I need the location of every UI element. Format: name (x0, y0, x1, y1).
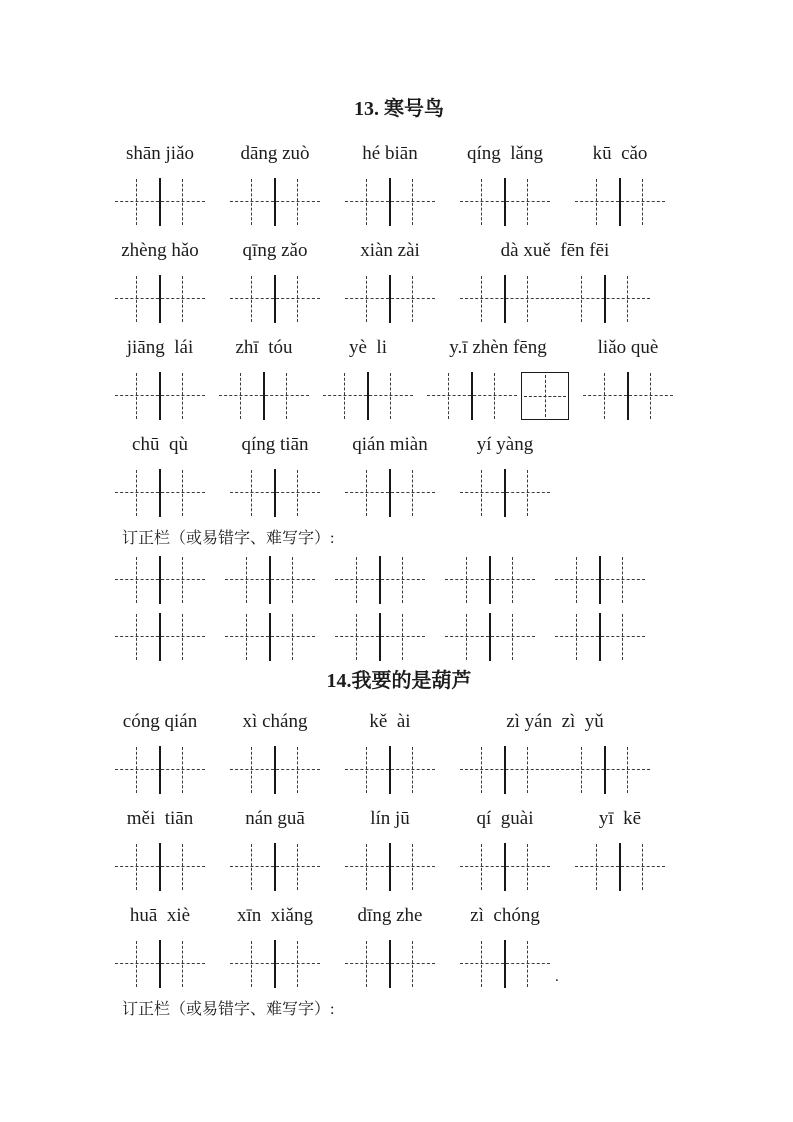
grid-line (274, 469, 276, 517)
grid-line (650, 373, 651, 419)
grid-line (389, 469, 391, 517)
word-block (115, 805, 205, 893)
grid-line (527, 941, 528, 987)
grid-line (269, 556, 271, 604)
word-block (230, 237, 320, 325)
word-row (115, 805, 683, 893)
grid-line (481, 179, 482, 225)
pinyin-label: qí guài (476, 808, 534, 829)
grid-line (366, 844, 367, 890)
word-block (345, 140, 435, 228)
grid-line (599, 613, 601, 661)
grid-line (481, 941, 482, 987)
word-block (460, 237, 650, 325)
grid-line (627, 747, 628, 793)
writing-grid-2cell (115, 176, 205, 228)
writing-grid-2cell (575, 176, 665, 228)
grid-line (136, 557, 137, 603)
grid-line (182, 844, 183, 890)
grid-line (504, 843, 506, 891)
pinyin-label: nán guā (245, 808, 305, 829)
grid-line (412, 179, 413, 225)
grid-line (642, 844, 643, 890)
word-row (115, 334, 683, 422)
lesson-title: 13. 寒号鸟 (354, 98, 444, 120)
grid-line (297, 179, 298, 225)
grid-line (159, 275, 161, 323)
grid-line (251, 470, 252, 516)
grid-line (136, 614, 137, 660)
word-block (460, 140, 550, 228)
pinyin-label: zhèng hǎo (121, 240, 199, 261)
grid-line (494, 373, 495, 419)
grid-line (389, 178, 391, 226)
writing-grid-2cell (115, 370, 205, 422)
grid-line (159, 746, 161, 794)
grid-line (240, 373, 241, 419)
writing-grid-2cell (230, 841, 320, 893)
writing-grid-2cell-with-box (427, 370, 569, 422)
word-block (230, 805, 320, 893)
writing-grid-2cell (345, 841, 435, 893)
writing-grid-2cell (225, 554, 315, 606)
pinyin-label: jiāng lái (126, 337, 194, 358)
pinyin-label: yí yàng (476, 434, 534, 455)
grid-line (448, 373, 449, 419)
grid-line (246, 614, 247, 660)
grid-line (512, 614, 513, 660)
pinyin-label: zì yán zì yǔ (506, 711, 604, 732)
writing-grid-2cell (230, 467, 320, 519)
grid-line (136, 844, 137, 890)
grid-line (527, 844, 528, 890)
writing-grid-2cell (115, 611, 205, 663)
lesson-section (115, 668, 683, 1021)
writing-grid-2cell (323, 370, 413, 422)
pinyin-label: y.ī zhèn fēng (449, 337, 547, 358)
word-block (115, 237, 205, 325)
grid-line (182, 179, 183, 225)
grid-line (251, 844, 252, 890)
grid-line (274, 746, 276, 794)
grid-line (489, 613, 491, 661)
grid-line (136, 373, 137, 419)
writing-grid-2cell (115, 554, 205, 606)
word-block (345, 805, 435, 893)
grid-line (136, 747, 137, 793)
grid-line (504, 746, 506, 794)
pinyin-label: qíng lǎng (467, 143, 543, 164)
pinyin-label: hé biān (362, 143, 418, 164)
grid-line (581, 747, 582, 793)
grid-line (182, 941, 183, 987)
pinyin-label: qíng tiān (241, 434, 309, 455)
grid-line (182, 557, 183, 603)
grid-line (159, 469, 161, 517)
grid-line (599, 556, 601, 604)
grid-line (159, 178, 161, 226)
grid-line (159, 556, 161, 604)
stray-mark: . (555, 969, 559, 985)
grid-line (412, 747, 413, 793)
grid-line (292, 614, 293, 660)
writing-grid-2cell (583, 370, 673, 422)
writing-grid-2cell (225, 611, 315, 663)
grid-line (471, 372, 473, 420)
word-block (460, 431, 550, 519)
word-block (345, 902, 435, 990)
grid-line (466, 557, 467, 603)
writing-grid-2cell (445, 611, 535, 663)
grid-line (159, 613, 161, 661)
grid-line (389, 275, 391, 323)
writing-grid-2cell (575, 841, 665, 893)
grid-line (263, 372, 265, 420)
pinyin-label: shān jiǎo (125, 143, 195, 164)
writing-grid-2cell (335, 554, 425, 606)
writing-grid-2cell (345, 273, 435, 325)
pinyin-label: yī kē (598, 808, 642, 829)
writing-grid-2cell (427, 370, 517, 422)
grid-line (596, 844, 597, 890)
grid-line (356, 614, 357, 660)
grid-line (269, 613, 271, 661)
grid-line (136, 941, 137, 987)
grid-line (389, 746, 391, 794)
grid-line (619, 178, 621, 226)
grid-line (481, 470, 482, 516)
grid-line (297, 747, 298, 793)
grid-line (481, 276, 482, 322)
pinyin-label: cóng qián (122, 711, 198, 732)
grid-line (412, 941, 413, 987)
writing-grid-2cell (555, 554, 645, 606)
grid-line (344, 373, 345, 419)
writing-grid-2cell (345, 744, 435, 796)
writing-grid-2cell (345, 467, 435, 519)
word-block (230, 902, 320, 990)
word-block (115, 708, 205, 796)
word-block (230, 708, 320, 796)
grid-line (366, 276, 367, 322)
grid-line (412, 844, 413, 890)
grid-line (604, 746, 606, 794)
writing-grid-2cell (460, 938, 550, 990)
pinyin-label: chū qù (132, 434, 188, 455)
grid-line (251, 941, 252, 987)
grid-line (136, 276, 137, 322)
correction-grid-row (115, 611, 683, 663)
grid-line (379, 556, 381, 604)
word-block (115, 431, 205, 519)
writing-grid-2cell (115, 841, 205, 893)
word-row (115, 902, 683, 990)
grid-line (402, 557, 403, 603)
writing-grid-2cell (555, 611, 645, 663)
pinyin-label: huā xiè (129, 905, 191, 926)
word-block (115, 902, 205, 990)
grid-line (604, 275, 606, 323)
writing-grid-2cell (345, 938, 435, 990)
word-row (115, 708, 683, 796)
word-block (345, 237, 435, 325)
grid-line (481, 747, 482, 793)
grid-line (527, 179, 528, 225)
grid-line (527, 747, 528, 793)
grid-line (622, 557, 623, 603)
grid-line (182, 276, 183, 322)
grid-line (512, 557, 513, 603)
pinyin-label: kě ài (369, 711, 411, 732)
grid-line (622, 614, 623, 660)
grid-line (159, 940, 161, 988)
grid-line (274, 843, 276, 891)
lesson-section (115, 96, 683, 663)
grid-line (182, 470, 183, 516)
pinyin-label: yè li (349, 337, 387, 358)
writing-grid-2cell (445, 554, 535, 606)
pinyin-label: qián miàn (352, 434, 428, 455)
writing-grid-2cell (230, 938, 320, 990)
grid-line (627, 372, 629, 420)
grid-line (604, 373, 605, 419)
writing-grid-2cell (115, 744, 205, 796)
grid-line (297, 844, 298, 890)
grid-line (627, 276, 628, 322)
grid-line (274, 275, 276, 323)
boxed-character-cell (521, 372, 569, 420)
pinyin-label: kū cǎo (592, 143, 648, 164)
pinyin-label: xì cháng (242, 711, 308, 732)
word-row (115, 237, 683, 325)
pinyin-label: xīn xiǎng (237, 905, 313, 926)
grid-line (251, 179, 252, 225)
pinyin-label: liǎo què (597, 337, 659, 358)
word-block (219, 334, 309, 422)
grid-line (297, 470, 298, 516)
grid-line (524, 396, 566, 397)
writing-grid-2cell (115, 273, 205, 325)
grid-line (460, 769, 650, 770)
word-block (230, 140, 320, 228)
pinyin-label: měi tiān (126, 808, 194, 829)
grid-line (366, 941, 367, 987)
word-row (115, 431, 683, 519)
grid-line (619, 843, 621, 891)
correction-label: 订正栏（或易错字、难写字）: (122, 1001, 335, 1018)
writing-grid-2cell (219, 370, 309, 422)
writing-grid-2cell (335, 611, 425, 663)
grid-line (379, 613, 381, 661)
writing-grid-4cell (460, 273, 650, 325)
grid-line (367, 372, 369, 420)
writing-grid-2cell (230, 273, 320, 325)
grid-line (366, 179, 367, 225)
word-block (345, 431, 435, 519)
word-row (115, 140, 683, 228)
grid-line (390, 373, 391, 419)
grid-line (642, 179, 643, 225)
pinyin-label: xiàn zài (360, 240, 420, 261)
writing-grid-2cell (460, 176, 550, 228)
grid-line (182, 373, 183, 419)
word-block (575, 140, 665, 228)
word-block (323, 334, 413, 422)
word-block (115, 140, 205, 228)
grid-line (182, 614, 183, 660)
word-block (345, 708, 435, 796)
pinyin-label: dīng zhe (357, 905, 423, 926)
grid-line (504, 178, 506, 226)
grid-line (527, 276, 528, 322)
writing-grid-2cell (115, 467, 205, 519)
word-block (230, 431, 320, 519)
grid-line (402, 614, 403, 660)
writing-grid-4cell (460, 744, 650, 796)
grid-line (489, 556, 491, 604)
grid-line (460, 298, 650, 299)
grid-line (481, 844, 482, 890)
word-block (583, 334, 673, 422)
word-block (460, 902, 550, 990)
writing-grid-2cell (230, 176, 320, 228)
grid-line (159, 372, 161, 420)
grid-line (389, 940, 391, 988)
grid-line (246, 557, 247, 603)
word-block (575, 805, 665, 893)
grid-line (274, 178, 276, 226)
grid-line (136, 470, 137, 516)
word-block (460, 805, 550, 893)
lesson-title: 14.我要的是葫芦 (326, 670, 472, 692)
pinyin-label: zì chóng (470, 905, 540, 926)
writing-grid-2cell (115, 938, 205, 990)
grid-line (366, 470, 367, 516)
grid-line (412, 470, 413, 516)
grid-line (576, 557, 577, 603)
grid-line (159, 843, 161, 891)
grid-line (504, 275, 506, 323)
grid-line (292, 557, 293, 603)
writing-grid-2cell (460, 467, 550, 519)
grid-line (182, 747, 183, 793)
pinyin-label: dāng zuò (240, 143, 310, 164)
grid-line (297, 276, 298, 322)
grid-line (136, 179, 137, 225)
grid-line (527, 470, 528, 516)
grid-line (274, 940, 276, 988)
grid-line (504, 469, 506, 517)
word-block (460, 708, 650, 796)
correction-label: 订正栏（或易错字、难写字）: (122, 530, 335, 547)
writing-grid-2cell (345, 176, 435, 228)
grid-line (366, 747, 367, 793)
grid-line (596, 179, 597, 225)
writing-grid-2cell (460, 841, 550, 893)
grid-line (251, 276, 252, 322)
grid-line (576, 614, 577, 660)
grid-line (286, 373, 287, 419)
grid-line (389, 843, 391, 891)
grid-line (466, 614, 467, 660)
word-block (427, 334, 569, 422)
grid-line (581, 276, 582, 322)
correction-grid-row (115, 554, 683, 606)
pinyin-label: lín jū (370, 808, 410, 829)
word-block (115, 334, 205, 422)
grid-line (412, 276, 413, 322)
grid-line (251, 747, 252, 793)
grid-line (356, 557, 357, 603)
pinyin-label: zhī tóu (235, 337, 293, 358)
grid-line (297, 941, 298, 987)
grid-line (504, 940, 506, 988)
writing-grid-2cell (230, 744, 320, 796)
pinyin-label: dà xuě fēn fēi (500, 240, 610, 261)
pinyin-label: qīng zǎo (242, 240, 308, 261)
